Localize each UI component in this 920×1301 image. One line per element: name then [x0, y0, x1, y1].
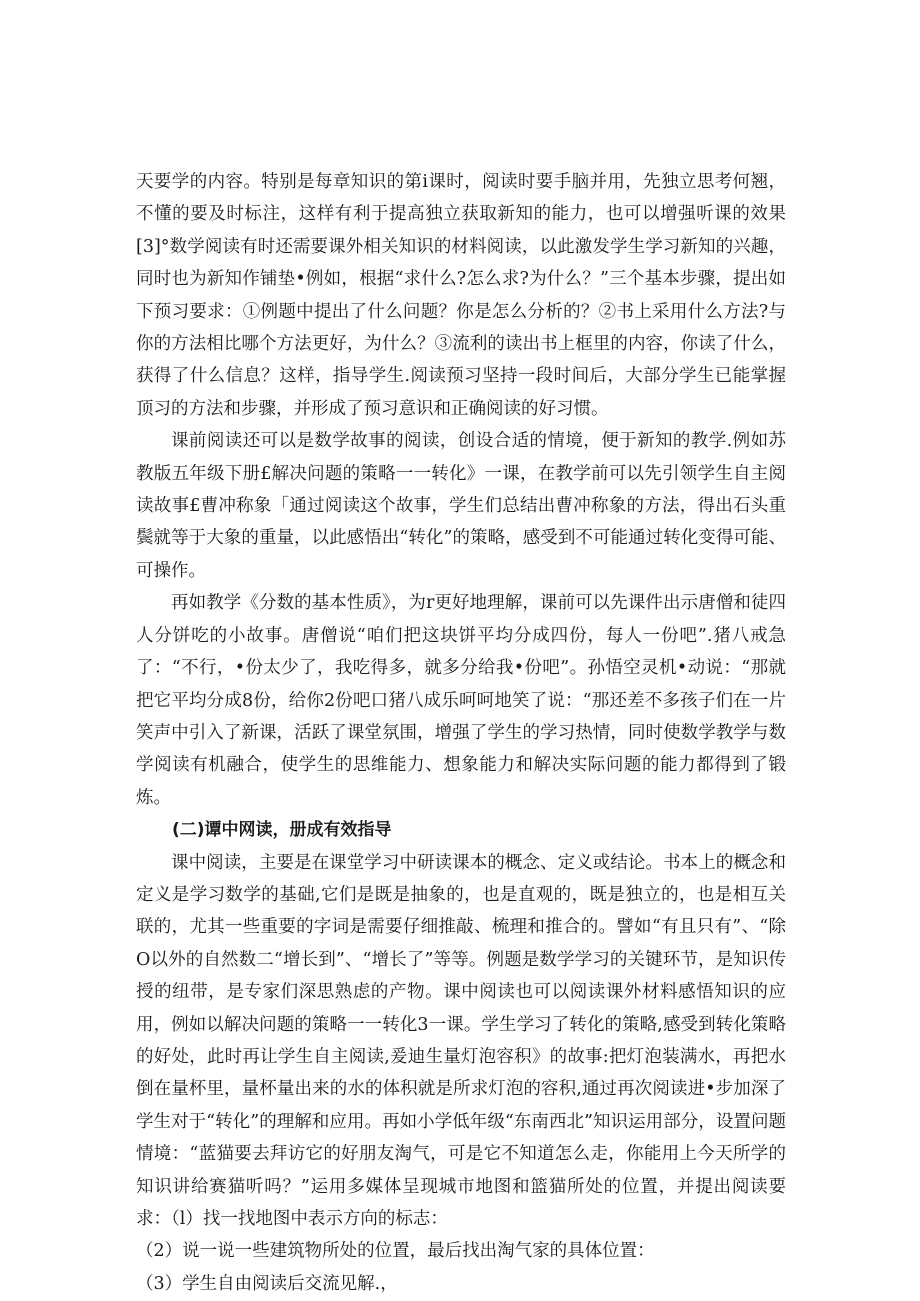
section-heading: (二)谭中网读，册成有效指导 [172, 820, 392, 841]
paragraph-math-story: 课前阅读还可以是数学故事的阅读，创设合适的情境，便于新知的教学.例如苏教版五年级下册£解决问题的策略一一转化》一课，在教学前可以先引领学生自主阅读故事£曹冲称象「通过阅读这个故事，学生们总结出曹冲称象的方法，得出石头重鬓就等于大象的重量，以此感悟出“转化”的策略，感受到不可能通过转化变得可能、可操作。 [136, 431, 786, 581]
list-item-2: （2）说一说一些建筑物所处的位置，最后找出淘气家的具体位置： [136, 1241, 655, 1262]
document-body [136, 166, 786, 1300]
paragraph-fraction-story: 再如教学《分数的基本性质》，为r更好地理解，课前可以先课件出示唐僧和徒四人分饼吃的小故事。唐僧说“咱们把这块饼平均分成四份，每人一份吧”.猪八戒急了：“不行，•份太少了，我吃得多，就多分给我•份吧”。孙悟空灵机•动说：“那就把它平均分成8份，给你2份吧口猪八成乐呵呵地笑了说：“那还差不多孩子们在一片笑声中引入了新课，活跃了课堂氛围，增强了学生的学习热情，同时使数学教学与数学阅读有机融合，使学生的思维能力、想象能力和解决实际问题的能力都得到了锻炼。 [136, 593, 786, 808]
paragraph-preview-reading: 天要学的内容。特别是每章知识的第i课时，阅读时要手脑并用，先独立思考何翘，不懂的要及时标注，这样有利于提高独立获取新知的能力，也可以增强听课的效果[3]°数学阅读有时还需要课外相关知识的材料阅读，以此激发学生学习新知的兴趣，同时也为新知作铺垫•例如，根据“求什么?怎么求?为什么？”三个基本步骤，提出如下预习要求：①例题中提出了什么问题？你是怎么分析的？②书上采用什么方法?与你的方法相比哪个方法更好，为什么？③流利的读出书上框里的内容，你读了什么，获得了什么信息？这样，指导学生.阅读预习坚持一段时间后，大部分学生已能掌握顶习的方法和步骤，并形成了预习意识和正确阅读的好习惯。 [136, 172, 786, 419]
list-item-3: （3）学生自由阅读后交流见解.， [136, 1273, 398, 1294]
paragraph-in-class-reading: 课中阅读，主要是在课堂学习中研读课本的概念、定义或结论。书本上的概念和定义是学习数学的基础,它们是既是抽象的，也是直观的，既是独立的，也是相互关联的，尤其一些重要的字词是需要仔细推敲、梳理和推合的。譬如“有且只有”、“除O以外的自然数二“增长到”、“增长了”等等。例题是数学学习的关键环节，是知识传授的纽带，是专家们深思熟虑的产物。课中阅读也可以阅读课外材料感悟知识的应用，例如以解决问题的策略一一转化3一课。学生学习了转化的策略,感受到转化策略的好处，此时再让学生自主阅读,爰迪生量灯泡容积》的故事:把灯泡装满水，再把水倒在量杯里，量杯量出来的水的体积就是所求灯泡的容积,通过再次阅读进•步加深了学生对于“转化”的理解和应用。再如小学低年级“东南西北”知识运用部分，设置问题情境：“蓝猫要去拜访它的好朋友淘气，可是它不知道怎么走，你能用上今天所学的知识讲给赛猫听吗？”运用多媒体呈现城市地图和篮猫所处的位置，并提出阅读要求：（l）找一找地图中表示方向的标志： [136, 852, 786, 1229]
